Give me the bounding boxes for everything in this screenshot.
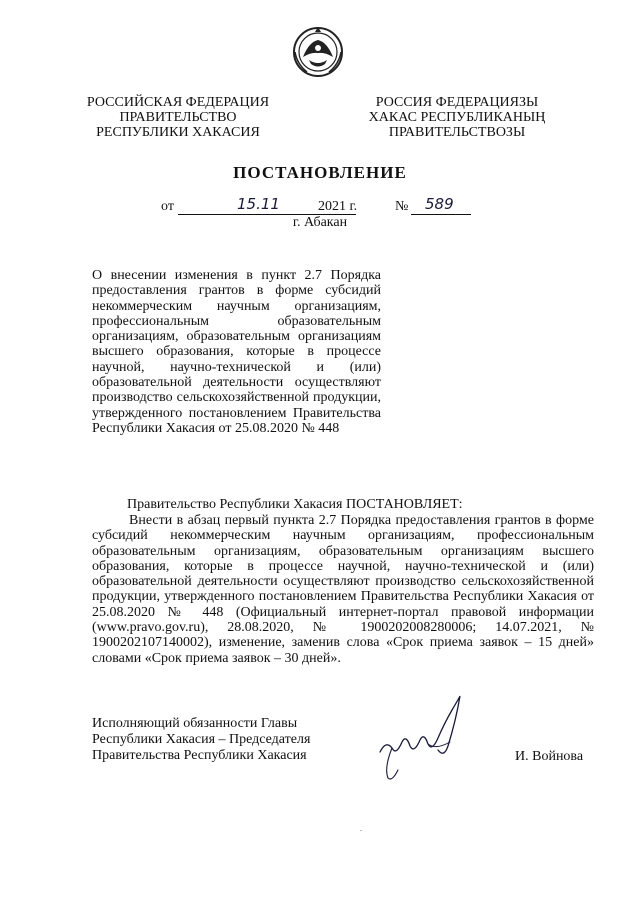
header-right-line: ПРАВИТЕЛЬСТВОЗЫ — [388, 125, 526, 140]
header-right-line: РОССИЯ ФЕДЕРАЦИЯЗЫ — [375, 95, 539, 110]
number-sign: № — [395, 199, 409, 214]
signatory-name: И. Войнова — [515, 749, 584, 764]
coat-of-arms-emblem — [285, 22, 351, 82]
header-right-line: ХАКАС РЕСПУБЛИКАНЫҢ — [368, 110, 546, 125]
signatory-title-line: Правительства Республики Хакасия — [92, 748, 307, 763]
document-subject: О внесении изменения в пункт 2.7 Порядка предоставления грантов в форме субсидий некоммерческим научным организациям, профессиональным образовательным организациям, образовательным организациям высшего образования, которые в процессе научной, научно-технической и (или) образовательной деятельности осуществляют производство сельскохозяйственной продукции, утвержденного постановлением Правительства Республики Хакасия от 25.08.2020 № 448 — [92, 268, 381, 436]
header-left-line: РЕСПУБЛИКИ ХАКАСИЯ — [96, 125, 260, 140]
signatory-title-line: Республики Хакасия – Председателя — [92, 732, 311, 747]
handwritten-date: 15.11 — [237, 195, 280, 213]
handwritten-signature — [372, 690, 472, 785]
signatory-title-line: Исполняющий обязанности Главы — [92, 716, 298, 731]
scan-speck — [360, 830, 362, 831]
header-left-block — [78, 95, 278, 140]
preamble: Правительство Республики Хакасия ПОСТАНОВЛЯЕТ: — [127, 497, 463, 512]
document-type-title: ПОСТАНОВЛЕНИЕ — [233, 163, 407, 182]
body-paragraph: Внести в абзац первый пункта 2.7 Порядка предоставления грантов в форме субсидий некоммерческим научным организациям, профессиональным образовательным организациям, образовательным организациям высшего образования, которые в процессе научной, научно-технической и (или) образовательной деятельности осуществляют производство сельскохозяйственной продукции, утвержденного постановлением Правительства Республики Хакасия от 25.08.2020 № 448 (Официальный интернет-портал правовой информации (www.pravo.gov.ru), 28.08.2020, № 1900202008280006; 14.07.2021, № 1900202107140002), изменение, заменив слова «Срок приема заявок – 15 дней» словами «Срок приема заявок – 30 дней». — [92, 513, 594, 666]
header-right-block — [352, 95, 562, 140]
handwritten-number: 589 — [425, 195, 454, 213]
date-prefix: от — [161, 199, 174, 214]
city-label: г. Абакан — [292, 215, 348, 230]
signatory-title-block — [92, 716, 310, 764]
header-left-line: ПРАВИТЕЛЬСТВО — [119, 110, 237, 125]
date-year: 2021 г. — [318, 199, 358, 214]
header-left-line: РОССИЙСКАЯ ФЕДЕРАЦИЯ — [86, 95, 270, 110]
